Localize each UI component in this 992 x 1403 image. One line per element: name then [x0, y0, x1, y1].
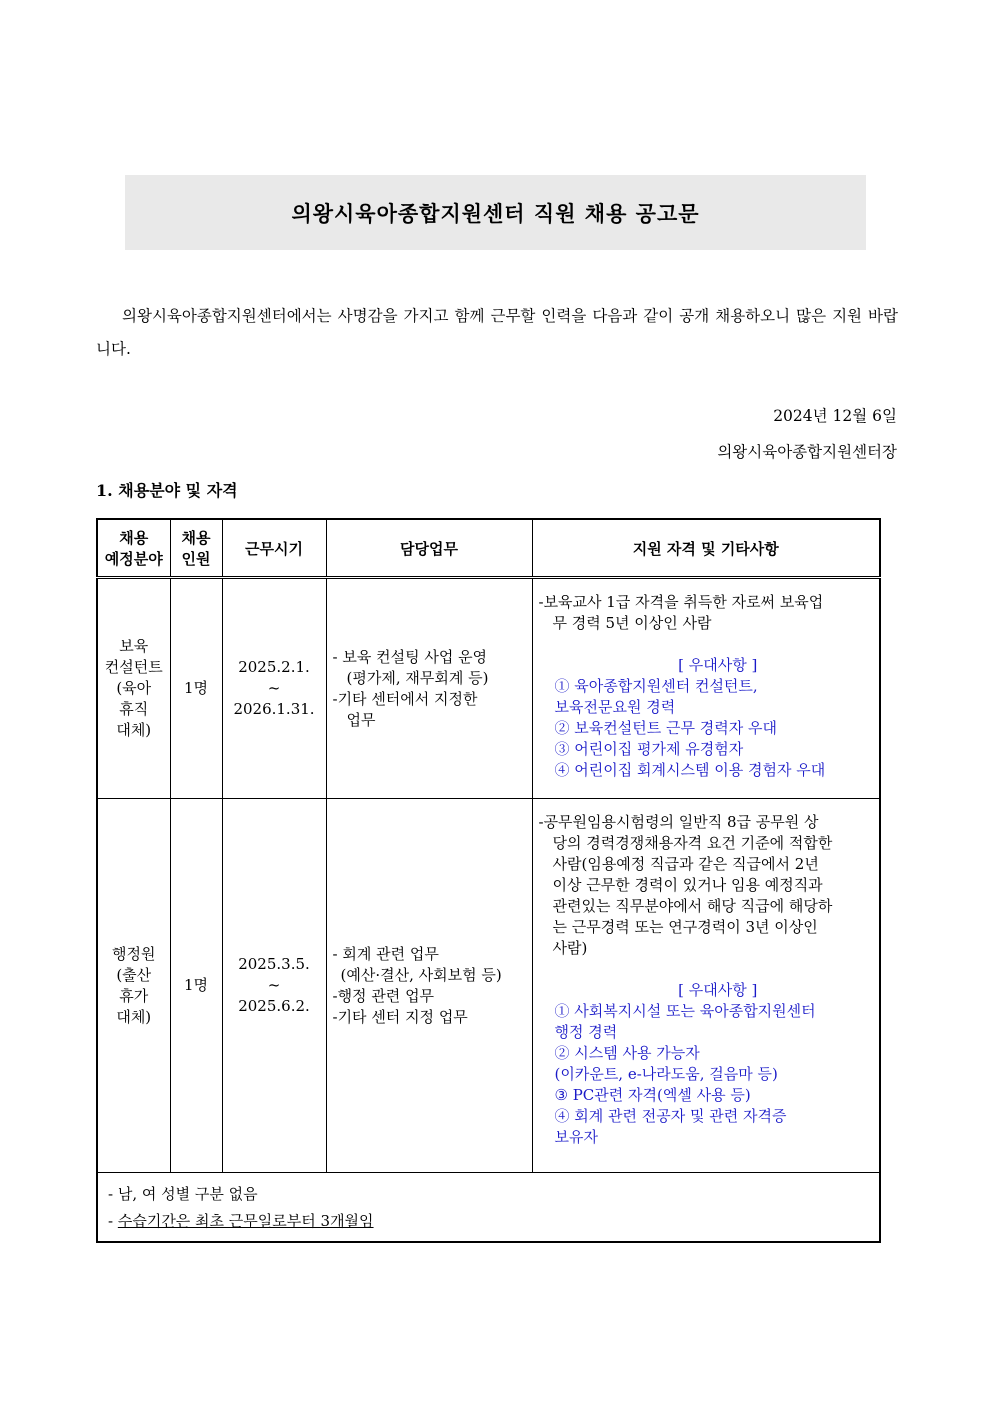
duty-cell: - 보육 컨설팅 사업 운영 (평가제, 재무회계 등) -기타 센터에서 지정한 업무 [326, 578, 532, 799]
page-title: 의왕시육아종합지원센터 직원 채용 공고문 [291, 200, 700, 226]
preference-item: ② 보육컨설턴트 근무 경력자 우대 [554, 719, 777, 737]
intro-paragraph: 의왕시육아종합지원센터에서는 사명감을 가지고 함께 근무할 인력을 다음과 같이 공개 채용하오니 많은 지원 바랍니다. [96, 307, 898, 358]
preference-item: ① 육아종합지원센터 컨설턴트, [554, 677, 758, 695]
header-period: 근무시기 [222, 519, 326, 578]
preference-title: [ 우대사항 ] [678, 981, 758, 999]
preference-item: ① 사회복지시설 또는 육아종합지원센터 [554, 1002, 816, 1020]
preference-item: 보유자 [554, 1128, 598, 1146]
preference-item: 행정 경력 [554, 1023, 618, 1041]
header-qualification: 지원 자격 및 기타사항 [532, 519, 880, 578]
section-heading: 1. 채용분야 및 자격 [96, 481, 238, 500]
field-cell: 보육 컨설턴트 (육아 휴직 대체) [97, 578, 170, 799]
count-cell: 1명 [170, 578, 222, 799]
table-header-row [97, 519, 880, 578]
preference-item: ② 시스템 사용 가능자 [554, 1044, 700, 1062]
table-row [97, 578, 880, 799]
note-probation: - 수습기간은 최초 근무일로부터 3개월임 [108, 1212, 374, 1230]
qualification-cell: -공무원임용시험령의 일반직 8급 공무원 상 당의 경력경쟁채용자격 요건 기준에 적합한 사람(임용예정 직급과 같은 직급에서 2년 이상 근무한 경력이 있거나 임용 예정직과 관련있는 직무분야에서 해당 직급에 해당하 는 근무경력 또는 연구경력이 3년 이상인 사람) [ 우대사항 ] ① 사회복지시설 또는 육아종합지원센터 행정 경력 ② 시스템 사용 가능자 (이카운트, e-나라도움, 걸음마 등) ③ PC관련 자격(엑셀 사용 등) ④ 회계 관련 전공자 및 관련 자격증 보유자 [532, 799, 880, 1173]
preference-item: (이카운트, e-나라도움, 걸음마 등) [554, 1065, 778, 1083]
notes-cell [97, 1173, 880, 1243]
title-box [125, 175, 866, 250]
period-cell: 2025.2.1. ~ 2026.1.31. [222, 578, 326, 799]
notice-date: 2024년 12월 6일 [773, 407, 897, 425]
preference-item: 보육전문요원 경력 [554, 698, 676, 716]
preference-item: ④ 어린이집 회계시스템 이용 경험자 우대 [554, 761, 826, 779]
header-field: 채용 예정분야 [97, 519, 170, 578]
table-row [97, 799, 880, 1173]
issuer-name: 의왕시육아종합지원센터장 [717, 443, 897, 461]
notes-row [97, 1173, 880, 1243]
recruitment-table [96, 518, 881, 1243]
preference-item: ③ PC관련 자격(엑셀 사용 등) [554, 1086, 751, 1104]
period-cell: 2025.3.5. ~ 2025.6.2. [222, 799, 326, 1173]
preference-item: ③ 어린이집 평가제 유경험자 [554, 740, 744, 758]
preference-title: [ 우대사항 ] [678, 656, 758, 674]
count-cell: 1명 [170, 799, 222, 1173]
header-duty: 담당업무 [326, 519, 532, 578]
header-count: 채용 인원 [170, 519, 222, 578]
note-gender: - 남, 여 성별 구분 없음 [108, 1185, 258, 1203]
duty-cell: - 회계 관련 업무 (예산·결산, 사회보험 등) -행정 관련 업무 -기타 센터 지정 업무 [326, 799, 532, 1173]
preference-item: ④ 회계 관련 전공자 및 관련 자격증 [554, 1107, 787, 1125]
qualification-cell: -보육교사 1급 자격을 취득한 자로써 보육업 무 경력 5년 이상인 사람 [ 우대사항 ] ① 육아종합지원센터 컨설턴트, 보육전문요원 경력 ② 보육컨설턴트 근무 경력자 우대 ③ 어린이집 평가제 유경험자 ④ 어린이집 회계시스템 이용 경험자 우대 [532, 578, 880, 799]
field-cell: 행정원 (출산 휴가 대체) [97, 799, 170, 1173]
